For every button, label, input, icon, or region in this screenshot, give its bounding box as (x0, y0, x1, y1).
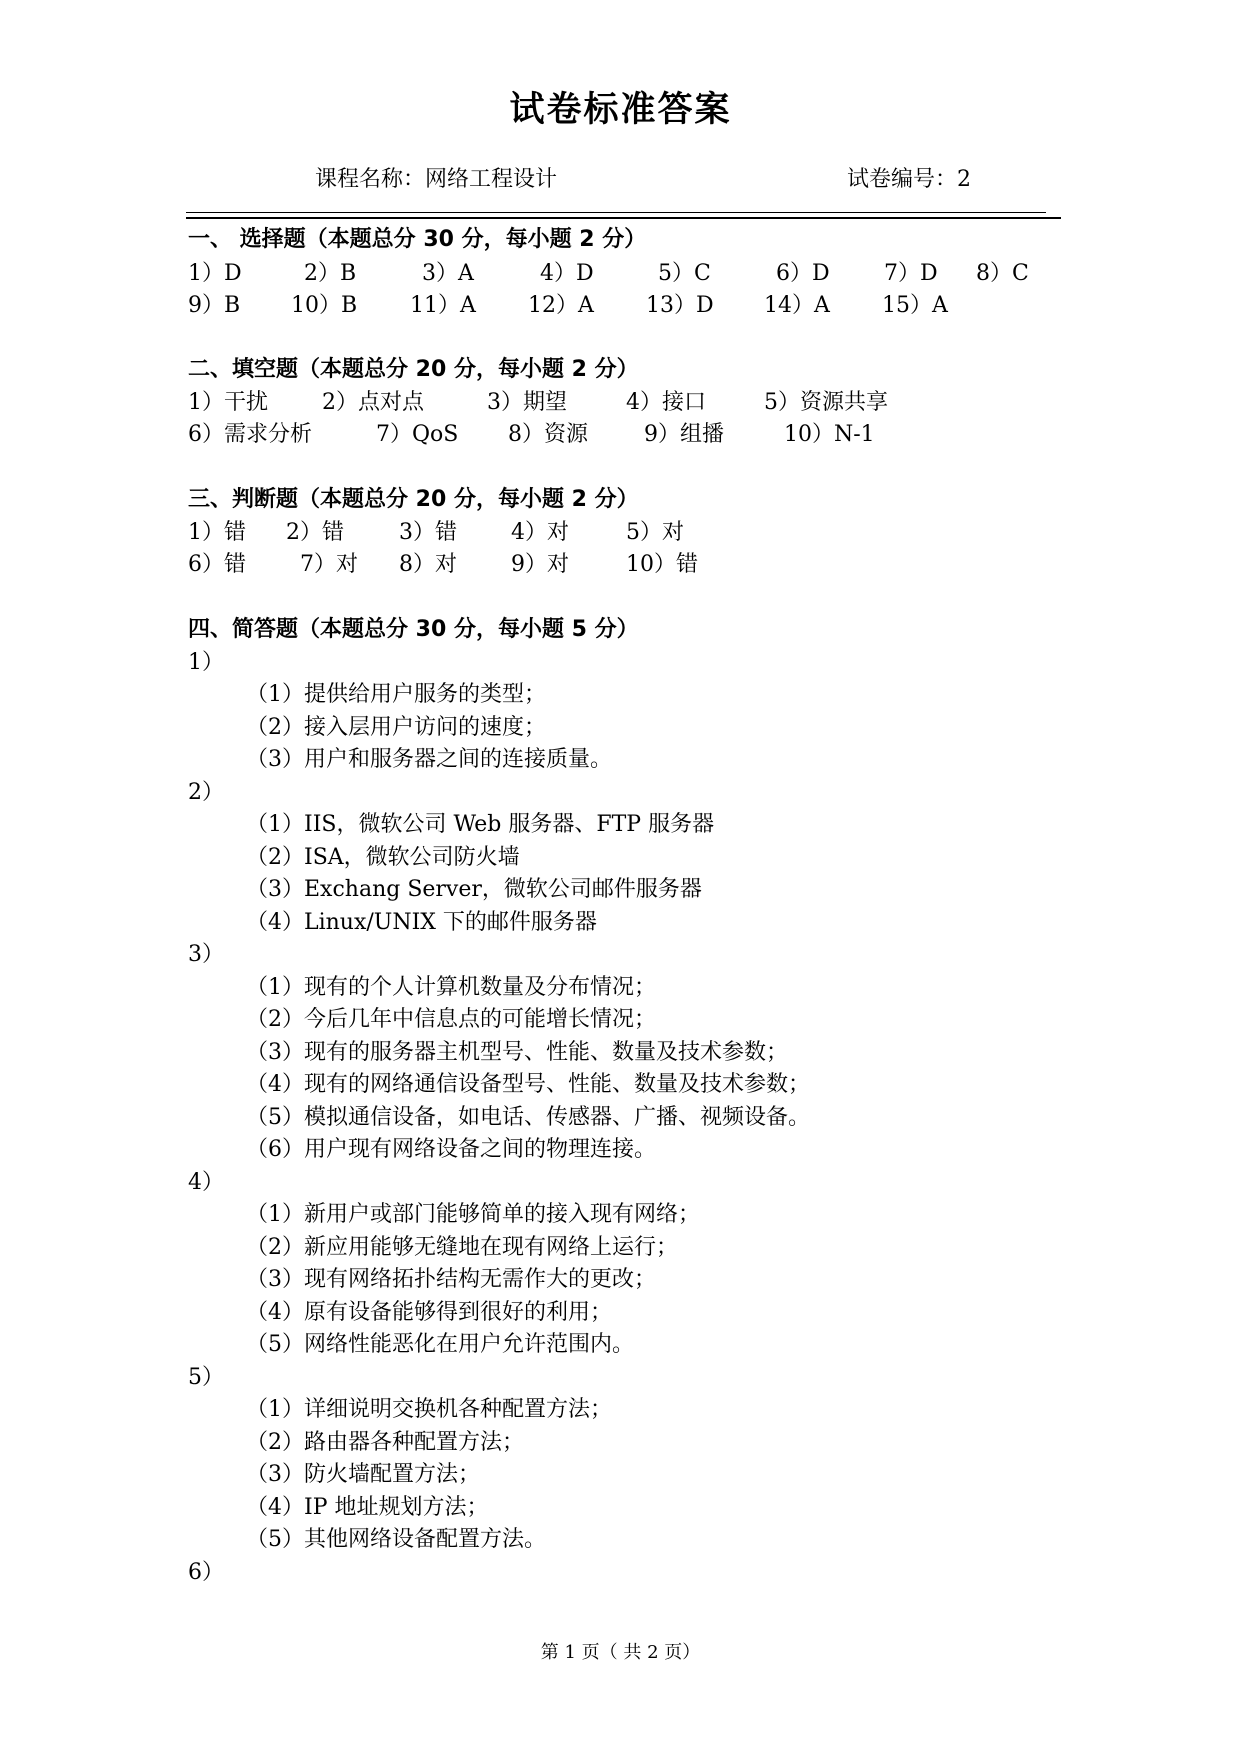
answer-item: 6）D (776, 261, 830, 286)
course-name: 课程名称：网络工程设计 (315, 167, 558, 192)
answer-line: （2）新应用能够无缝地在现有网络上运行； (246, 1235, 678, 1260)
answer-item: 8）资源 (508, 422, 588, 447)
answer-line: （3）用户和服务器之间的连接质量。 (246, 747, 612, 772)
answer-line: （1）现有的个人计算机数量及分布情况； (246, 975, 656, 1000)
answer-item: 4）对 (511, 520, 569, 545)
answer-line: （3）现有网络拓扑结构无需作大的更改； (246, 1267, 656, 1292)
question-number: 3） (188, 942, 224, 967)
question-number: 2） (188, 780, 224, 805)
answer-item: 5）资源共享 (764, 390, 888, 415)
answer-line: （2）ISA，微软公司防火墙 (246, 845, 520, 870)
answer-item: 10）B (291, 293, 358, 318)
answer-item: 7）对 (300, 552, 358, 577)
answer-item: 3）错 (399, 520, 457, 545)
answer-item: 10）错 (626, 552, 698, 577)
answer-item: 7）D (884, 261, 938, 286)
header-divider-thin (186, 212, 1046, 213)
answer-item: 9）对 (511, 552, 569, 577)
paper-number: 试卷编号：2 (847, 167, 971, 192)
answer-item: 1）错 (188, 520, 246, 545)
answer-item: 3）期望 (487, 390, 567, 415)
answer-item: 5）C (658, 261, 711, 286)
answer-item: 4）D (540, 261, 594, 286)
answer-item: 13）D (646, 293, 714, 318)
section-2-heading: 二、填空题（本题总分 20 分，每小题 2 分） (188, 357, 639, 382)
answer-line: （1）新用户或部门能够简单的接入现有网络； (246, 1202, 700, 1227)
answer-item: 2）点对点 (322, 390, 424, 415)
answer-item: 4）接口 (626, 390, 706, 415)
answer-item: 2）错 (286, 520, 344, 545)
answer-line: （1）详细说明交换机各种配置方法； (246, 1397, 612, 1422)
document-title: 试卷标准答案 (509, 90, 732, 130)
answer-line: （4）Linux/UNIX 下的邮件服务器 (246, 910, 597, 935)
header-divider-thick (186, 217, 1061, 219)
answer-line: （6）用户现有网络设备之间的物理连接。 (246, 1137, 656, 1162)
answer-line: （5）其他网络设备配置方法。 (246, 1527, 546, 1552)
answer-item: 5）对 (626, 520, 684, 545)
answer-item: 1）干扰 (188, 390, 268, 415)
answer-line: （1）提供给用户服务的类型； (246, 682, 546, 707)
answer-item: 10）N-1 (784, 422, 875, 447)
answer-item: 9）B (188, 293, 241, 318)
section-4-heading: 四、简答题（本题总分 30 分，每小题 5 分） (188, 617, 639, 642)
answer-item: 3）A (422, 261, 474, 286)
section-3-heading: 三、判断题（本题总分 20 分，每小题 2 分） (188, 487, 639, 512)
answer-item: 8）对 (399, 552, 457, 577)
answer-line: （3）Exchang Server，微软公司邮件服务器 (246, 877, 702, 902)
answer-item: 14）A (764, 293, 830, 318)
answer-line: （4）原有设备能够得到很好的利用； (246, 1300, 612, 1325)
question-number: 6） (188, 1560, 224, 1585)
answer-item: 1）D (188, 261, 242, 286)
answer-line: （5）网络性能恶化在用户允许范围内。 (246, 1332, 634, 1357)
answer-item: 6）错 (188, 552, 246, 577)
answer-item: 12）A (528, 293, 594, 318)
answer-line: （3）防火墙配置方法； (246, 1462, 480, 1487)
answer-line: （2）路由器各种配置方法； (246, 1430, 524, 1455)
answer-item: 11）A (410, 293, 476, 318)
answer-line: （3）现有的服务器主机型号、性能、数量及技术参数； (246, 1040, 788, 1065)
answer-item: 2）B (304, 261, 357, 286)
answer-item: 6）需求分析 (188, 422, 312, 447)
question-number: 4） (188, 1170, 224, 1195)
answer-item: 7）QoS (376, 422, 459, 447)
question-number: 5） (188, 1365, 224, 1390)
answer-item: 9）组播 (644, 422, 724, 447)
answer-line: （1）IIS，微软公司 Web 服务器、FTP 服务器 (246, 812, 715, 837)
answer-item: 8）C (976, 261, 1029, 286)
section-1-heading: 一、 选择题（本题总分 30 分，每小题 2 分） (188, 227, 647, 252)
answer-line: （2）接入层用户访问的速度； (246, 715, 546, 740)
answer-line: （4）现有的网络通信设备型号、性能、数量及技术参数； (246, 1072, 810, 1097)
answer-line: （4）IP 地址规划方法； (246, 1495, 489, 1520)
page-footer: 第 1 页（ 共 2 页） (540, 1642, 701, 1663)
answer-line: （2）今后几年中信息点的可能增长情况； (246, 1007, 656, 1032)
question-number: 1） (188, 650, 224, 675)
answer-line: （5）模拟通信设备，如电话、传感器、广播、视频设备。 (246, 1105, 810, 1130)
answer-item: 15）A (882, 293, 948, 318)
